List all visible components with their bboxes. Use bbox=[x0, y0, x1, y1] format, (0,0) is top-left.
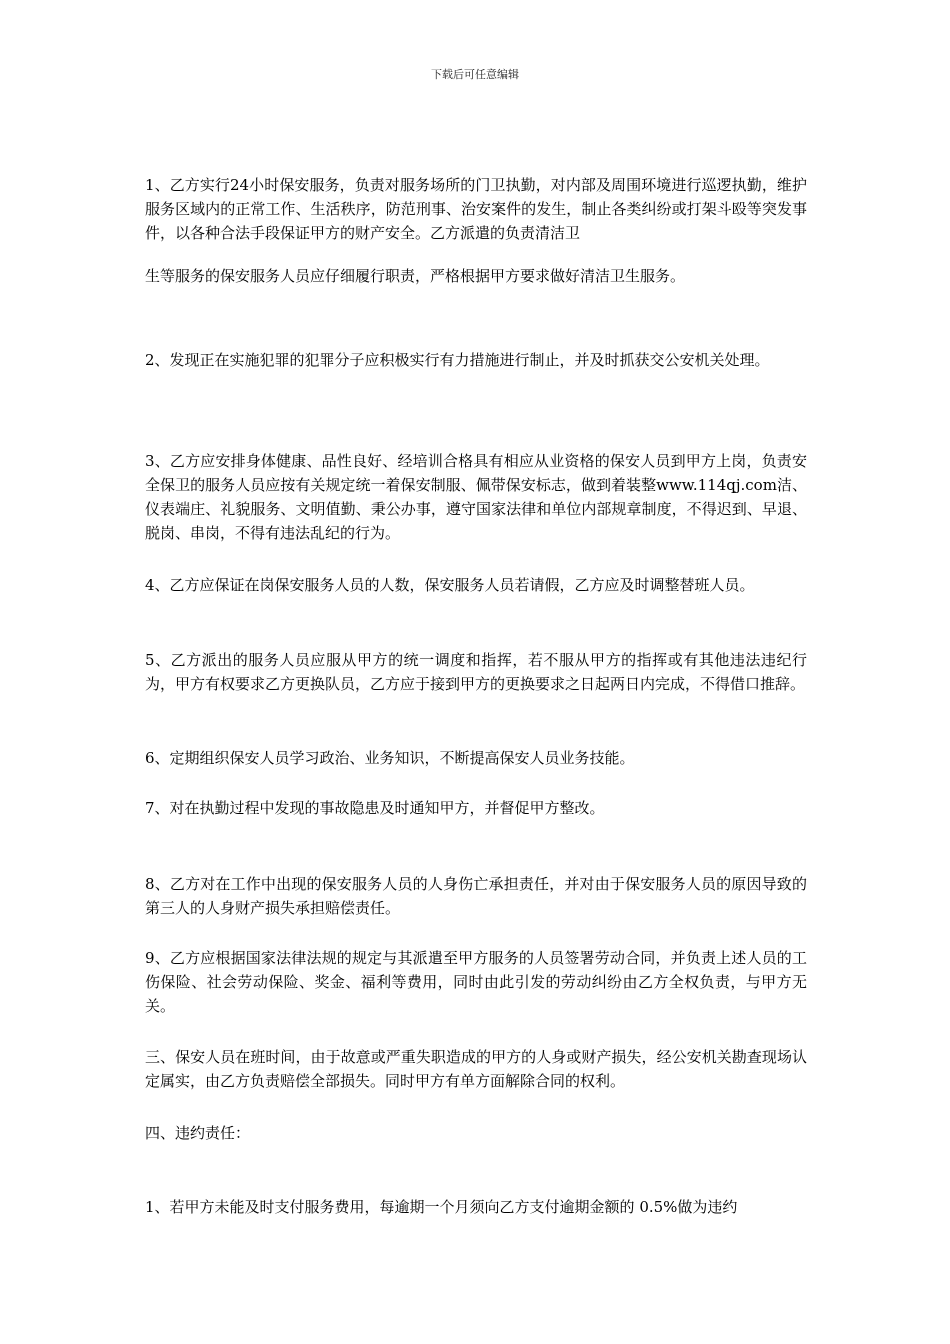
paragraph-8: 8、乙方对在工作中出现的保安服务人员的人身伤亡承担责任，并对由于保安服务人员的原因导致的第三人的人身财产损失承担赔偿责任。 bbox=[145, 875, 807, 917]
paragraph-6: 6、定期组织保安人员学习政治、业务知识，不断提高保安人员业务技能。 bbox=[145, 749, 635, 767]
paragraph-7: 7、对在执勤过程中发现的事故隐患及时通知甲方，并督促甲方整改。 bbox=[145, 799, 605, 817]
breach-clause-1: 1、若甲方未能及时支付服务费用，每逾期一个月须向乙方支付逾期金额的 0.5%做为违约 bbox=[145, 1198, 738, 1216]
paragraph-1-continued: 生等服务的保安服务人员应仔细履行职责，严格根据甲方要求做好清洁卫生服务。 bbox=[145, 267, 686, 285]
paragraph-2: 2、发现正在实施犯罪的犯罪分子应积极实行有力措施进行制止，并及时抓获交公安机关处理。 bbox=[145, 351, 770, 369]
paragraph-4: 4、乙方应保证在岗保安服务人员的人数，保安服务人员若请假，乙方应及时调整替班人员。 bbox=[145, 576, 755, 594]
paragraph-3: 3、乙方应安排身体健康、品性良好、经培训合格具有相应从业资格的保安人员到甲方上岗，负责安全保卫的服务人员应按有关规定统一着保安制服、佩带保安标志，做到着装整www.114qj.com洁、仪表端庄、礼貌服务、文明值勤、秉公办事，遵守国家法律和单位内部规章制度，不得迟到、早退、脱岗、串岗，不得有违法乱纪的行为。 bbox=[145, 452, 807, 542]
paragraph-5: 5、乙方派出的服务人员应服从甲方的统一调度和指挥，若不服从甲方的指挥或有其他违法违纪行为，甲方有权要求乙方更换队员，乙方应于接到甲方的更换要求之日起两日内完成，不得借口推辞。 bbox=[145, 651, 807, 693]
page-header-note: 下载后可任意编辑 bbox=[431, 68, 519, 81]
section-four-heading: 四、违约责任： bbox=[145, 1124, 251, 1142]
paragraph-9: 9、乙方应根据国家法律法规的规定与其派遣至甲方服务的人员签署劳动合同，并负责上述人员的工伤保险、社会劳动保险、奖金、福利等费用，同时由此引发的劳动纠纷由乙方全权负责，与甲方无关。 bbox=[145, 949, 807, 1015]
section-three-paragraph: 三、保安人员在班时间，由于故意或严重失职造成的甲方的人身或财产损失，经公安机关勘查现场认定属实，由乙方负责赔偿全部损失。同时甲方有单方面解除合同的权利。 bbox=[145, 1048, 807, 1090]
paragraph-1: 1、乙方实行24小时保安服务，负责对服务场所的门卫执勤，对内部及周围环境进行巡逻执勤，维护服务区域内的正常工作、生活秩序，防范刑事、治安案件的发生，制止各类纠纷或打架斗殴等突发事件，以各种合法手段保证甲方的财产安全。乙方派遣的负责清洁卫 bbox=[145, 176, 807, 242]
